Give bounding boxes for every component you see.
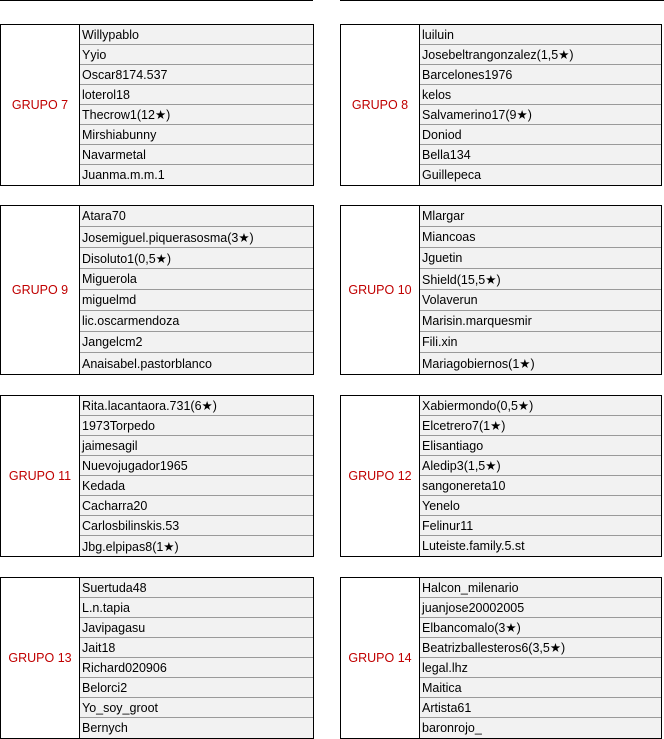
player-cell: Salvamerino17(9★)	[420, 105, 661, 125]
player-cell: Kedada	[80, 476, 313, 496]
player-cell: Elcetrero7(1★)	[420, 416, 661, 436]
player-cell: Thecrow1(12★)	[80, 105, 313, 125]
player-list	[420, 578, 661, 738]
player-cell: Juanma.m.m.1	[80, 165, 313, 185]
player-cell: Miancoas	[420, 227, 661, 248]
player-cell: Willypablo	[80, 25, 313, 45]
player-cell: Elisantiago	[420, 436, 661, 456]
player-cell: Jait18	[80, 638, 313, 658]
player-cell: Carlosbilinskis.53	[80, 516, 313, 536]
player-cell: legal.lhz	[420, 658, 661, 678]
player-cell: jaimesagil	[80, 436, 313, 456]
player-cell: miguelmd	[80, 290, 313, 311]
player-cell: Elbancomalo(3★)	[420, 618, 661, 638]
player-cell: Xabiermondo(0,5★)	[420, 396, 661, 416]
player-list	[420, 206, 661, 374]
top-divider-left	[0, 0, 313, 1]
player-cell: Oscar8174.537	[80, 65, 313, 85]
player-cell: Aledip3(1,5★)	[420, 456, 661, 476]
player-cell: Jguetin	[420, 248, 661, 269]
group-label: GRUPO 8	[341, 25, 420, 185]
group-label: GRUPO 13	[1, 578, 80, 738]
player-cell: Belorci2	[80, 678, 313, 698]
group-label: GRUPO 12	[341, 396, 420, 556]
player-cell: Anaisabel.pastorblanco	[80, 353, 313, 374]
group-table	[0, 577, 314, 739]
player-list	[420, 396, 661, 556]
player-cell: Doniod	[420, 125, 661, 145]
player-cell: Yo_soy_groot	[80, 698, 313, 718]
player-cell: Bernych	[80, 718, 313, 738]
player-cell: 1973Torpedo	[80, 416, 313, 436]
player-list	[80, 206, 313, 374]
player-cell: Mariagobiernos(1★)	[420, 353, 661, 374]
player-cell: Volaverun	[420, 290, 661, 311]
player-cell: Fili.xin	[420, 332, 661, 353]
player-cell: Jbg.elpipas8(1★)	[80, 536, 313, 556]
player-list	[80, 578, 313, 738]
player-cell: Rita.lacantaora.731(6★)	[80, 396, 313, 416]
player-cell: Barcelones1976	[420, 65, 661, 85]
player-cell: Shield(15,5★)	[420, 269, 661, 290]
player-cell: Nuevojugador1965	[80, 456, 313, 476]
player-cell: Maitica	[420, 678, 661, 698]
player-cell: Mlargar	[420, 206, 661, 227]
group-table	[0, 395, 314, 557]
group-label: GRUPO 10	[341, 206, 420, 374]
player-cell: Bella134	[420, 145, 661, 165]
player-cell: kelos	[420, 85, 661, 105]
player-cell: Javipagasu	[80, 618, 313, 638]
player-cell: L.n.tapia	[80, 598, 313, 618]
player-cell: Richard020906	[80, 658, 313, 678]
player-cell: sangonereta10	[420, 476, 661, 496]
player-list	[80, 25, 313, 185]
group-table	[0, 205, 314, 375]
player-cell: Cacharra20	[80, 496, 313, 516]
player-cell: Yenelo	[420, 496, 661, 516]
player-cell: Guillepeca	[420, 165, 661, 185]
player-cell: Luteiste.family.5.st	[420, 536, 661, 556]
player-cell: baronrojo_	[420, 718, 661, 738]
player-cell: Navarmetal	[80, 145, 313, 165]
group-table	[340, 577, 662, 739]
group-label: GRUPO 11	[1, 396, 80, 556]
group-table	[340, 395, 662, 557]
group-table	[0, 24, 314, 186]
player-cell: Mirshiabunny	[80, 125, 313, 145]
group-label: GRUPO 9	[1, 206, 80, 374]
player-cell: luiluin	[420, 25, 661, 45]
player-cell: Beatrizballesteros6(3,5★)	[420, 638, 661, 658]
group-label: GRUPO 14	[341, 578, 420, 738]
player-list	[80, 396, 313, 556]
player-cell: Disoluto1(0,5★)	[80, 248, 313, 269]
group-table	[340, 205, 662, 375]
player-cell: Josebeltrangonzalez(1,5★)	[420, 45, 661, 65]
player-cell: Artista61	[420, 698, 661, 718]
player-cell: Felinur11	[420, 516, 661, 536]
player-cell: Halcon_milenario	[420, 578, 661, 598]
player-cell: lic.oscarmendoza	[80, 311, 313, 332]
player-cell: Marisin.marquesmir	[420, 311, 661, 332]
group-label: GRUPO 7	[1, 25, 80, 185]
player-cell: Miguerola	[80, 269, 313, 290]
player-cell: Suertuda48	[80, 578, 313, 598]
top-divider-right	[340, 0, 664, 1]
group-table	[340, 24, 662, 186]
player-cell: loterol18	[80, 85, 313, 105]
player-cell: Jangelcm2	[80, 332, 313, 353]
player-list	[420, 25, 661, 185]
player-cell: Yyio	[80, 45, 313, 65]
player-cell: Josemiguel.piquerasosma(3★)	[80, 227, 313, 248]
player-cell: Atara70	[80, 206, 313, 227]
player-cell: juanjose20002005	[420, 598, 661, 618]
